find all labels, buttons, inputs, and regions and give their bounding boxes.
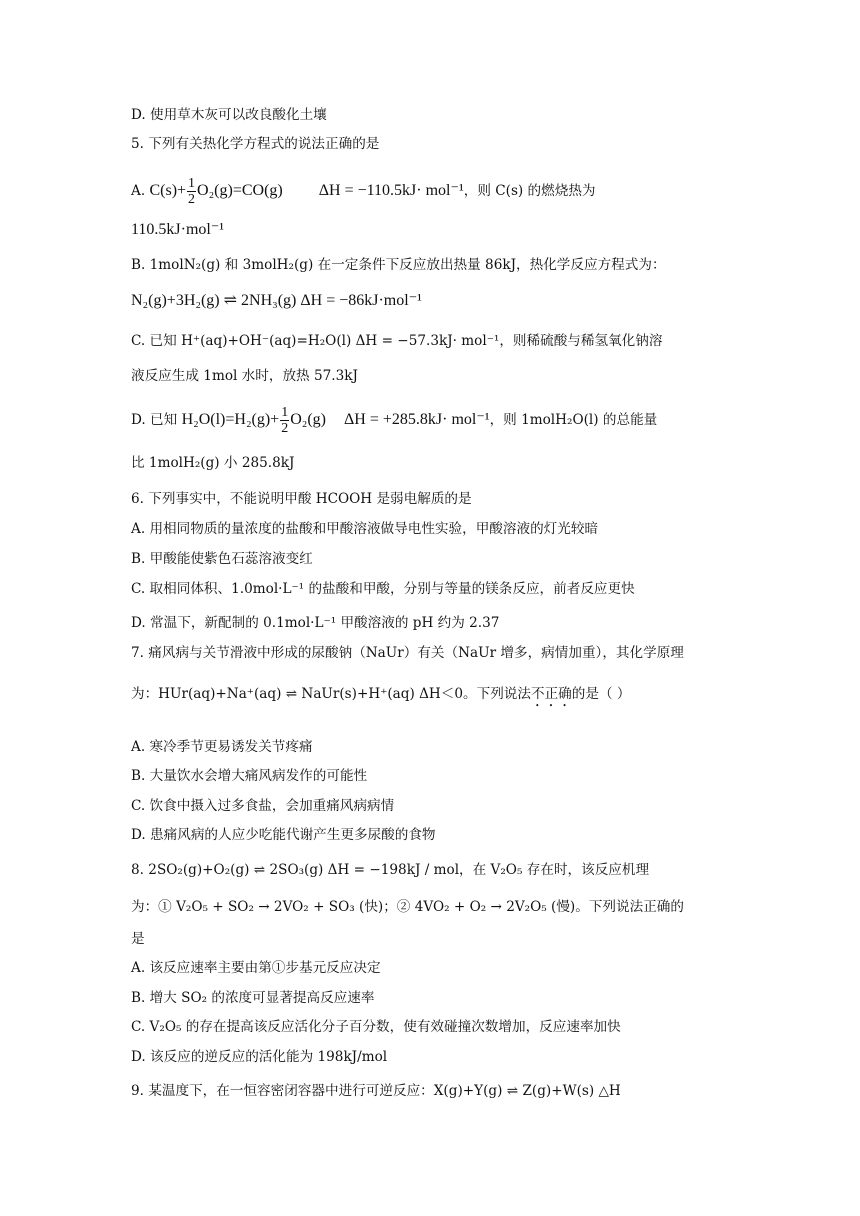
q8-option-c: C. V₂O₅ 的存在提高该反应活化分子百分数，使有效碰撞次数增加，反应速率加快 <box>131 1019 621 1035</box>
q4-option-d: D. 使用草木灰可以改良酸化土壤 <box>131 107 327 123</box>
q8-option-d: D. 该反应的逆反应的活化能为 198kJ/mol <box>131 1049 388 1065</box>
q5-option-c-line1: C. 已知 H⁺(aq)+OH⁻(aq)=H₂O(l) ΔH = −57.3kJ· mol⁻¹，则稀硫酸与稀氢氧化钠溶 <box>131 333 663 349</box>
q7-option-a: A. 寒冷季节更易诱发关节疼痛 <box>131 739 313 755</box>
q8-stem-line3: 是 <box>131 931 145 947</box>
q5-option-c-line2: 液反应生成 1mol 水时，放热 57.3kJ <box>131 368 358 384</box>
q5-option-b-line2: N₂(g)+3H₂(g) ⇌ 2NH₃(g) ΔH = −86kJ·mol⁻¹ <box>131 292 422 309</box>
q8-option-b: B. 增大 SO₂ 的浓度可显著提高反应速率 <box>131 990 375 1006</box>
q7-option-c: C. 饮食中摄入过多食盐，会加重痛风病病情 <box>131 798 395 814</box>
q6-option-b: B. 甲酸能使紫色石蕊溶液变红 <box>131 551 313 567</box>
q5-stem: 5. 下列有关热化学方程式的说法正确的是 <box>131 136 380 152</box>
q6-option-d: D. 常温下，新配制的 0.1mol·L⁻¹ 甲酸溶液的 pH 约为 2.37 <box>131 615 500 631</box>
emphasis-not-correct: 不正确 <box>531 686 572 702</box>
fraction-one-half: $\frac{1}{2}$ <box>281 405 289 436</box>
q6-option-a: A. 用相同物质的量浓度的盐酸和甲酸溶液做导电性实验，甲酸溶液的灯光较暗 <box>131 521 599 537</box>
q8-stem-line1: 8. 2SO₂(g)+O₂(g) ⇌ 2SO₃(g) ΔH = −198kJ / mol，在 V₂O₅ 存在时，该反应机理 <box>131 862 650 878</box>
q5-option-d-line2: 比 1molH₂(g) 小 285.8kJ <box>131 455 295 471</box>
fraction-one-half: $\frac{1}{2}$ <box>188 176 196 207</box>
q9-stem: 9. 某温度下，在一恒容密闭容器中进行可逆反应：X(g)+Y(g) ⇌ Z(g)+W(s) △H <box>131 1083 621 1099</box>
q5-option-a-line2: 110.5kJ·mol⁻¹ <box>131 221 225 238</box>
q5-option-a-line1: A. C(s)+ $\frac{1}{2}$ O₂(g)=CO(g) ΔH = −110.5kJ· mol⁻¹，则 C(s) 的燃烧热为 <box>131 176 596 207</box>
q7-stem-line2: 为：HUr(aq)+Na⁺(aq) ⇌ NaUr(s)+H⁺(aq) ΔH＜0。下列说法不正确的是（ ） <box>131 686 631 702</box>
q5-option-d-line1: D. 已知 H₂O(l)=H₂(g)+ $\frac{1}{2}$ O₂(g) ΔH = +285.8kJ· mol⁻¹，则 1molH₂O(l) 的总能量 <box>131 405 658 436</box>
q8-option-a: A. 该反应速率主要由第①步基元反应决定 <box>131 960 381 976</box>
q6-stem: 6. 下列事实中，不能说明甲酸 HCOOH 是弱电解质的是 <box>131 491 472 507</box>
q7-option-d: D. 患痛风病的人应少吃能代谢产生更多尿酸的食物 <box>131 827 436 843</box>
q7-stem-line1: 7. 痛风病与关节滑液中形成的尿酸钠（NaUr）有关（NaUr 增多，病情加重），其化学原理 <box>131 645 684 661</box>
q6-option-c: C. 取相同体积、1.0mol·L⁻¹ 的盐酸和甲酸，分别与等量的镁条反应，前者反应更快 <box>131 581 635 597</box>
q5-option-b-line1: B. 1molN₂(g) 和 3molH₂(g) 在一定条件下反应放出热量 86kJ，热化学反应方程式为： <box>131 257 666 273</box>
q7-option-b: B. 大量饮水会增大痛风病发作的可能性 <box>131 768 368 784</box>
q8-stem-line2: 为：① V₂O₅ + SO₂ → 2VO₂ + SO₃ (快)；② 4VO₂ + O₂ → 2V₂O₅ (慢)。下列说法正确的 <box>131 899 684 915</box>
